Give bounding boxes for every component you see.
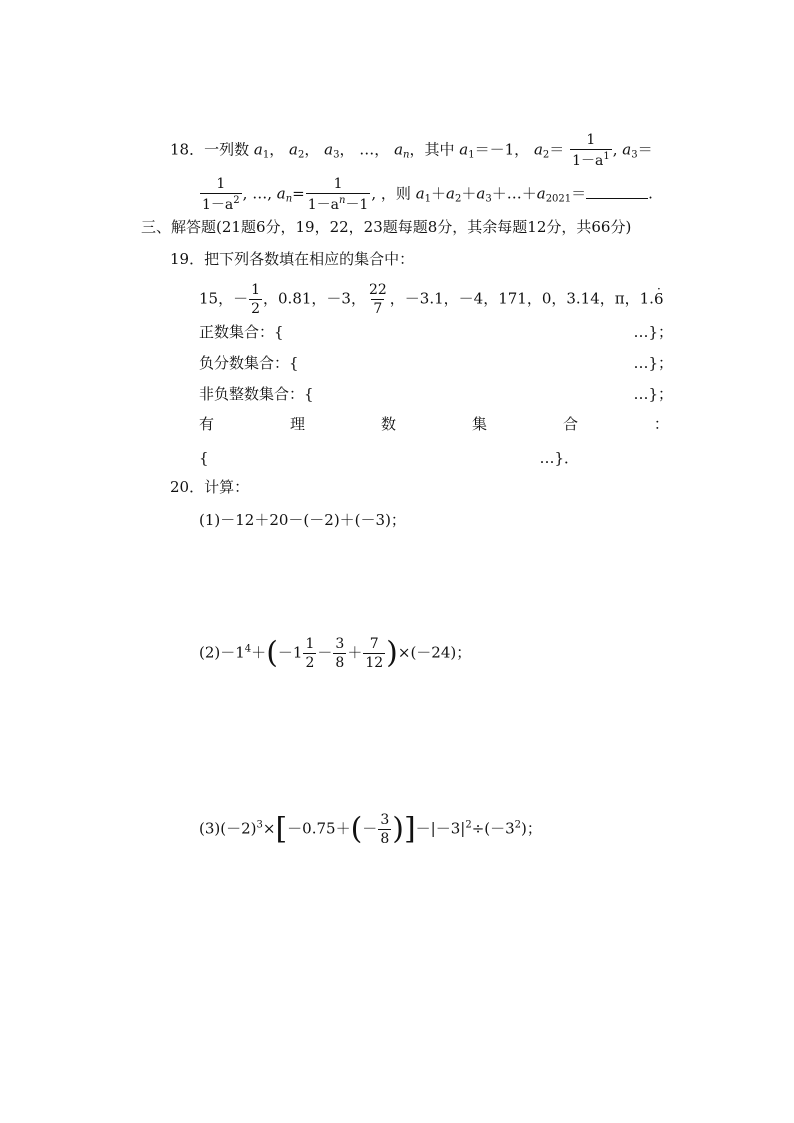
a3-fraction: $\frac{1}{1-a^2}$ — [202, 176, 240, 214]
nonnegative-integer-set[interactable]: 非负整数集合：{ …}； — [199, 385, 673, 403]
rational-set-label: 有 理 数 集 合 ： — [199, 415, 669, 433]
q18-number: 18． — [170, 140, 205, 159]
q18-line1: 18．一列数 $a_1$， $a_2$， $a_3$， …， $a_n$，其中 $a_1=-1$， $a_2=$ $\frac{1}{1-a^1}$ , $a_3=$ — [170, 132, 653, 170]
q20-part3: $(3)(-2)^3\times[-0.75+(-$ $\frac{3}{8}$ )]$-|-3|^2\div(-3^2)$； — [199, 811, 542, 848]
answer-blank[interactable] — [586, 184, 648, 199]
rational-set[interactable]: { …}． — [199, 449, 579, 467]
q20-part1: (1)－12＋20－(－2)＋(－3)； — [199, 511, 406, 529]
section-heading: 三、解答题(21题6分，19，22，23题每题8分，其余每题12分，共66分) — [141, 218, 632, 236]
a2-fraction: $\frac{1}{1-a^1}$ — [572, 132, 610, 170]
q18-line2: $\frac{1}{1-a^2}$ , …, $a_n=$ $\frac{1}{1-a^n-1}$ , ，则 $a_1+a_2+a_3+\dots+a_{2021}=$ . — [202, 176, 653, 214]
twenty-two-sevenths: $\frac{22}{7}$ — [368, 282, 387, 318]
q20-part2: $(2)-1^4+(-1$ $\frac{1}{2}$ － $\frac{3}{8}$ ＋ $\frac{7}{12}$ )×(－24)； — [199, 635, 472, 672]
q19-numbers: 15，－ $\frac{1}{2}$ ，0.81，－3， $\frac{22}{7}$ ，－3.1，－4，171，0，3.14，π，1.6 · — [199, 282, 664, 317]
repeating-digit: 6 · — [654, 290, 664, 308]
positive-set[interactable]: 正数集合：{ …}； — [199, 323, 673, 341]
an-fraction: $\frac{1}{1-a^n-1}$ — [307, 176, 369, 214]
q20-title: 20．计算： — [170, 478, 250, 496]
half-fraction: $\frac{1}{2}$ — [251, 282, 261, 318]
negative-fraction-set[interactable]: 负分数集合：{ …}； — [199, 354, 673, 372]
q19-title: 19．把下列各数填在相应的集合中： — [170, 250, 415, 268]
